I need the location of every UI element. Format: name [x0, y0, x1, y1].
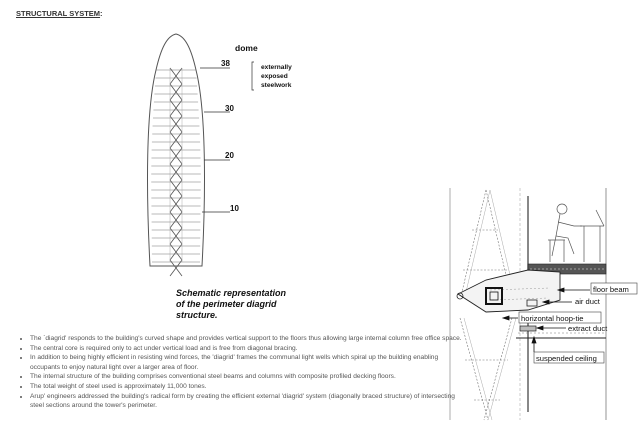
caption-line-1: Schematic representation	[176, 288, 287, 298]
label-suspended-ceiling: suspended ceiling	[536, 354, 597, 363]
caption-line-3: structure.	[176, 310, 218, 320]
section-heading-colon: :	[100, 9, 103, 18]
label-floor-20: 20	[225, 151, 234, 160]
label-floor-30: 30	[225, 104, 234, 113]
label-steelwork-1: externally	[261, 64, 292, 71]
bullet-item: • The internal structure of the building comprises conventional steel beams and columns with composite profiled decking floors.	[30, 372, 470, 382]
extract-duct	[520, 326, 536, 331]
label-dome: dome	[235, 43, 258, 53]
bullet-list	[18, 334, 470, 411]
label-steelwork-2: exposed	[261, 73, 288, 80]
section-heading-text: STRUCTURAL SYSTEM	[16, 9, 101, 18]
label-floor-38: 38	[221, 59, 230, 68]
label-extract-duct: extract duct	[568, 324, 608, 333]
label-air-duct: air duct	[575, 297, 600, 306]
label-steelwork-3: steelwork	[261, 82, 292, 89]
label-floor-10: 10	[230, 204, 239, 213]
bullet-item: • The total weight of steel used is approximately 11,000 tones.	[30, 382, 470, 392]
label-hoop-tie: horizontal hoop-tie	[521, 314, 584, 323]
bullet-item: • The `diagrid' responds to the building's curved shape and provides vertical support to the floors thus allowing large internal column free office space.	[30, 334, 470, 344]
bullet-item: • Arup' engineers addressed the building's radical form by creating the efficient external 'diagrid' system (diagonally braced structure) of intersecting steel sections around the tower's perimeter.	[30, 392, 470, 411]
person-at-desk-illustration	[548, 204, 604, 262]
lower-diagrid-solid	[464, 318, 516, 420]
floor-beam-node	[458, 270, 560, 312]
label-floor-beam: floor beam	[593, 285, 629, 294]
bullet-item: • In addition to being highly efficient in resisting wind forces, the 'diagrid' frames the communal light wells which spiral up the building enabling occupants to enjoy natural light over a larger area of floor.	[30, 353, 470, 372]
caption-line-2: of the perimeter diagrid	[176, 299, 277, 309]
bullet-item: • The central core is required only to act under vertical load and is free from diagonal bracing.	[30, 344, 470, 354]
